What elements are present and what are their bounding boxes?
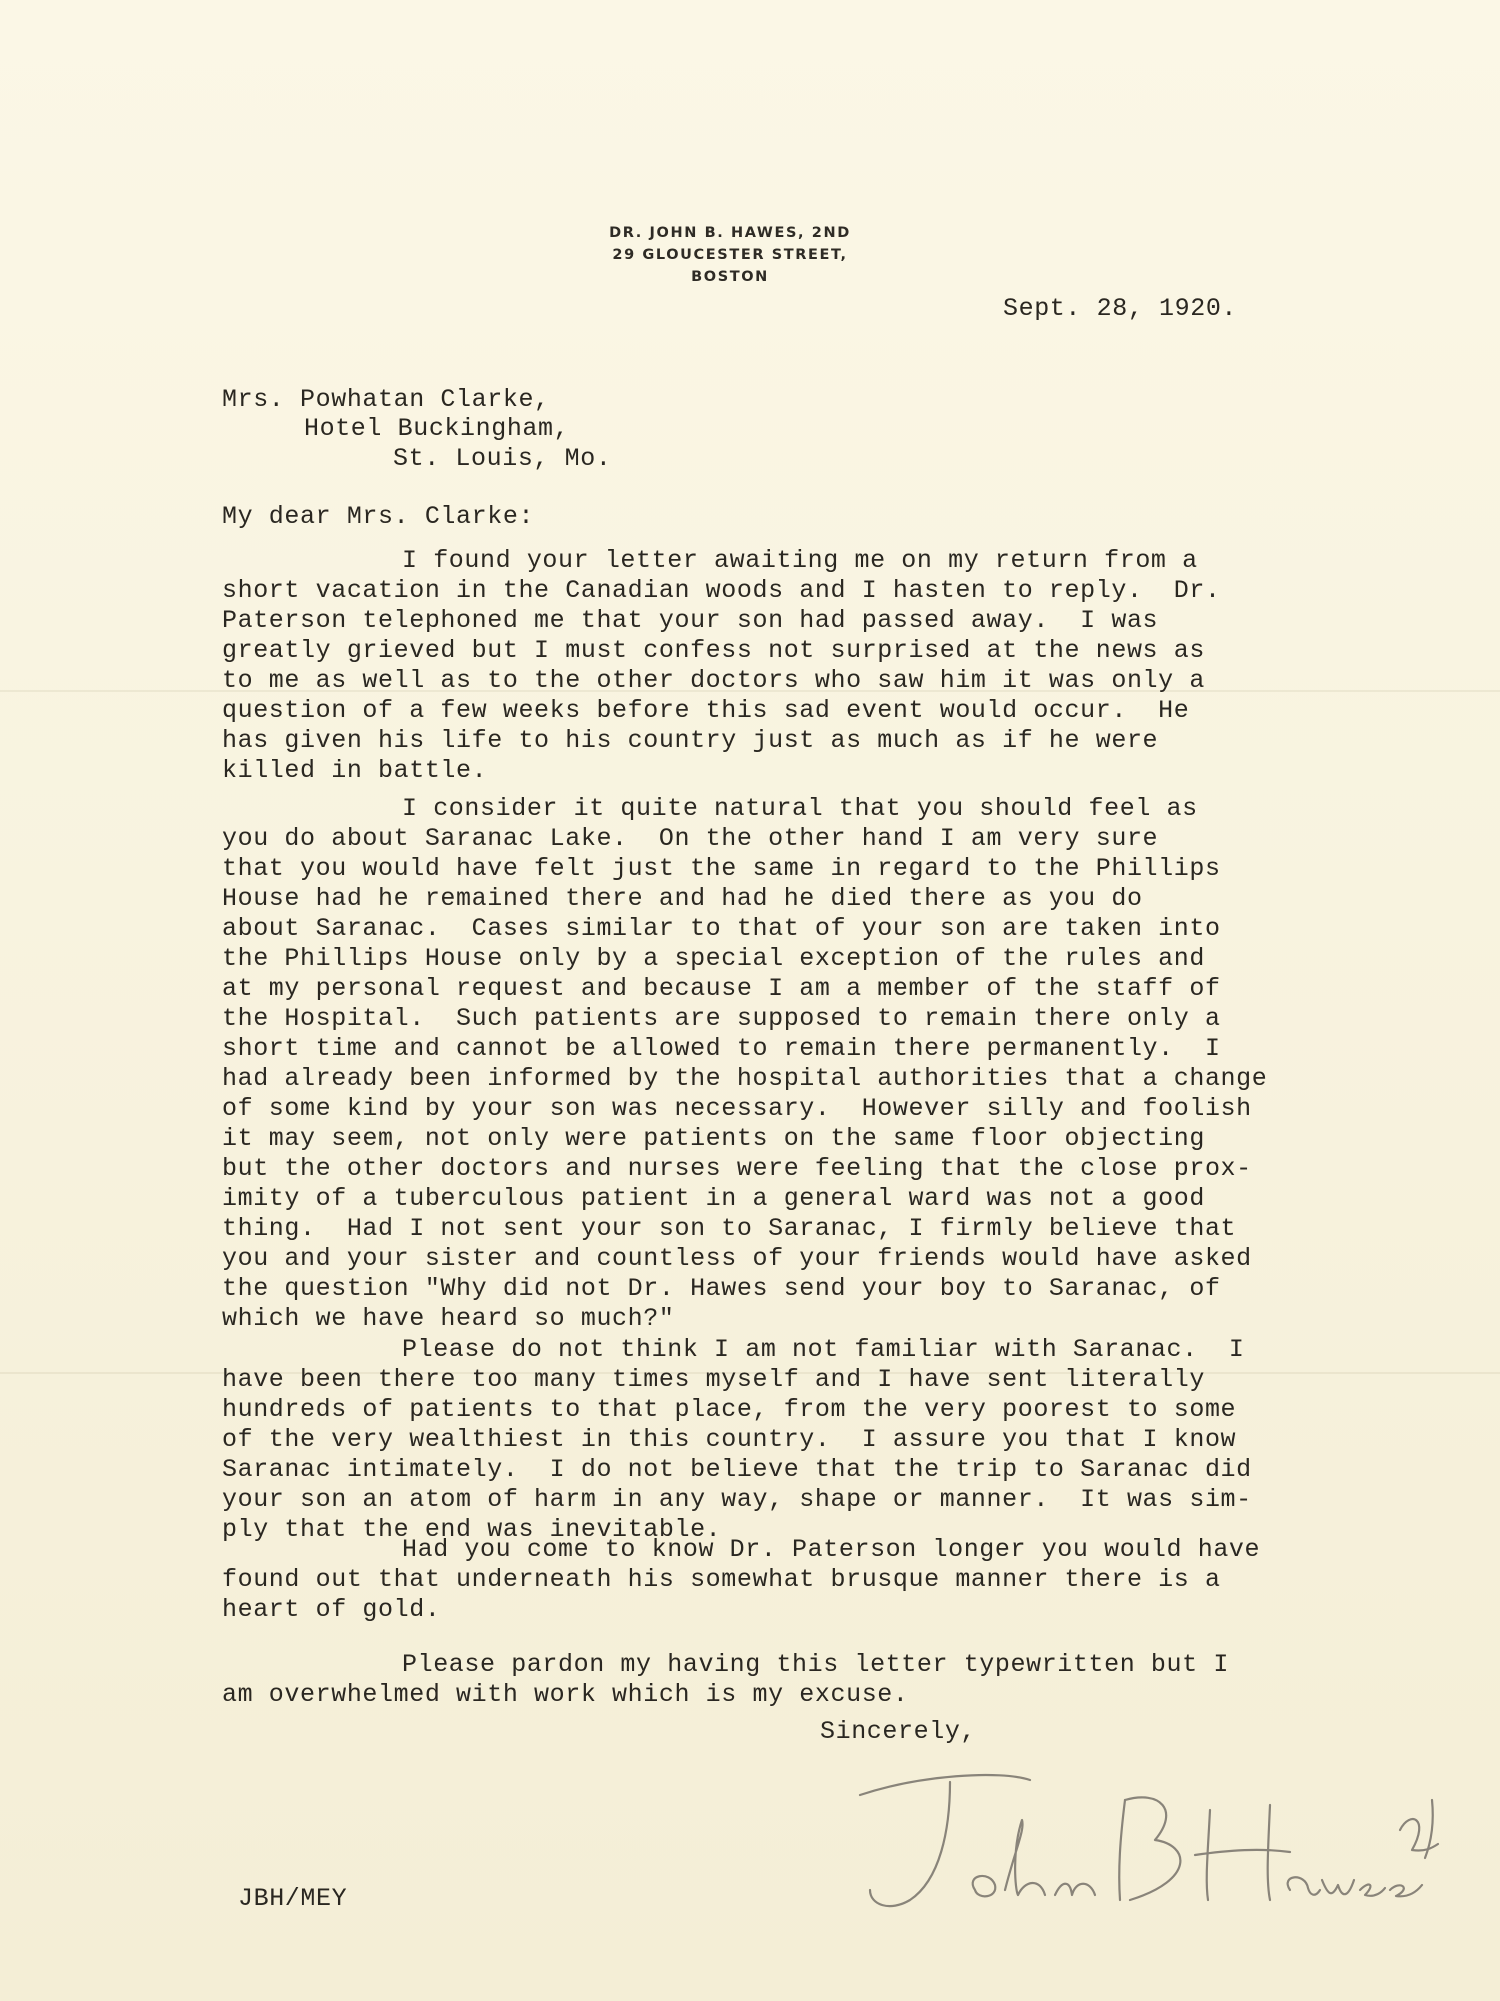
- paragraph-line: imity of a tuberculous patient in a general ward was not a good: [222, 1184, 1205, 1213]
- recipient-name: Mrs. Powhatan Clarke,: [222, 385, 550, 414]
- recipient-hotel: Hotel Buckingham,: [304, 414, 570, 443]
- paragraph-line: the question "Why did not Dr. Hawes send your boy to Saranac, of: [222, 1274, 1221, 1303]
- handwritten-signature: [800, 1740, 1440, 1940]
- paragraph-line: of the very wealthiest in this country. I assure you that I know: [222, 1425, 1237, 1454]
- typist-initials: JBH/MEY: [238, 1884, 348, 1913]
- recipient-city: St. Louis, Mo.: [393, 444, 612, 473]
- paragraph-line: Saranac intimately. I do not believe that the trip to Saranac did: [222, 1455, 1252, 1484]
- paragraph-line: had already been informed by the hospital authorities that a change: [222, 1064, 1268, 1093]
- letterhead: [580, 222, 880, 288]
- paragraph-2: [222, 794, 1422, 1334]
- paragraph-line: the Hospital. Such patients are supposed to remain there only a: [222, 1004, 1221, 1033]
- paragraph-line: killed in battle.: [222, 756, 488, 785]
- paragraph-line: Had you come to know Dr. Paterson longer you would have: [402, 1535, 1261, 1564]
- paragraph-3: [222, 1335, 1422, 1545]
- paragraph-line: heart of gold.: [222, 1595, 441, 1624]
- letter-date: Sept. 28, 1920.: [1003, 294, 1238, 323]
- letterhead-city: BOSTON: [691, 269, 769, 285]
- paragraph-line: of some kind by your son was necessary. However silly and foolish: [222, 1094, 1252, 1123]
- paragraph-line: found out that underneath his somewhat brusque manner there is a: [222, 1565, 1221, 1594]
- paragraph-line: to me as well as to the other doctors who saw him it was only a: [222, 666, 1205, 695]
- paragraph-line: am overwhelmed with work which is my excuse.: [222, 1680, 909, 1709]
- paragraph-line: about Saranac. Cases similar to that of your son are taken into: [222, 914, 1221, 943]
- signature-lettering: John B Hawes 2d: [1120, 1925, 1216, 1938]
- paragraph-line: that you would have felt just the same in regard to the Phillips: [222, 854, 1221, 883]
- paragraph-line: hundreds of patients to that place, from the very poorest to some: [222, 1395, 1237, 1424]
- paragraph-line: but the other doctors and nurses were feeling that the close prox-: [222, 1154, 1252, 1183]
- paragraph-5: [222, 1650, 1422, 1710]
- paragraph-line: short time and cannot be allowed to remain there permanently. I: [222, 1034, 1221, 1063]
- paragraph-line: it may seem, not only were patients on the same floor objecting: [222, 1124, 1205, 1153]
- paragraph-line: your son an atom of harm in any way, shape or manner. It was sim-: [222, 1485, 1252, 1514]
- paragraph-line: Please pardon my having this letter typewritten but I: [402, 1650, 1229, 1679]
- paragraph-line: you do about Saranac Lake. On the other hand I am very sure: [222, 824, 1159, 853]
- letterhead-street: 29 GLOUCESTER STREET,: [612, 247, 848, 263]
- paragraph-line: question of a few weeks before this sad event would occur. He: [222, 696, 1190, 725]
- paragraph-line: Please do not think I am not familiar with Saranac. I: [402, 1335, 1245, 1364]
- paragraph-line: greatly grieved but I must confess not surprised at the news as: [222, 636, 1205, 665]
- paragraph-line: ply that the end was inevitable.: [222, 1515, 722, 1544]
- paragraph-line: Paterson telephoned me that your son had passed away. I was: [222, 606, 1159, 635]
- paragraph-line: which we have heard so much?": [222, 1304, 675, 1333]
- paragraph-line: at my personal request and because I am a member of the staff of: [222, 974, 1221, 1003]
- paragraph-line: have been there too many times myself and I have sent literally: [222, 1365, 1205, 1394]
- paragraph-line: I found your letter awaiting me on my return from a: [402, 546, 1198, 575]
- paragraph-line: short vacation in the Canadian woods and I hasten to reply. Dr.: [222, 576, 1221, 605]
- paragraph-line: you and your sister and countless of your friends would have asked: [222, 1244, 1252, 1273]
- letterhead-name: DR. JOHN B. HAWES, 2ND: [609, 225, 851, 241]
- paragraph-line: I consider it quite natural that you should feel as: [402, 794, 1198, 823]
- salutation: My dear Mrs. Clarke:: [222, 502, 535, 531]
- paragraph-line: has given his life to his country just as much as if he were: [222, 726, 1159, 755]
- closing: Sincerely,: [820, 1717, 977, 1746]
- paragraph-line: House had he remained there and had he died there as you do: [222, 884, 1143, 913]
- paragraph-1: [222, 546, 1422, 786]
- paragraph-4: [222, 1535, 1422, 1625]
- paragraph-line: the Phillips House only by a special exception of the rules and: [222, 944, 1205, 973]
- paragraph-line: thing. Had I not sent your son to Saranac, I firmly believe that: [222, 1214, 1237, 1243]
